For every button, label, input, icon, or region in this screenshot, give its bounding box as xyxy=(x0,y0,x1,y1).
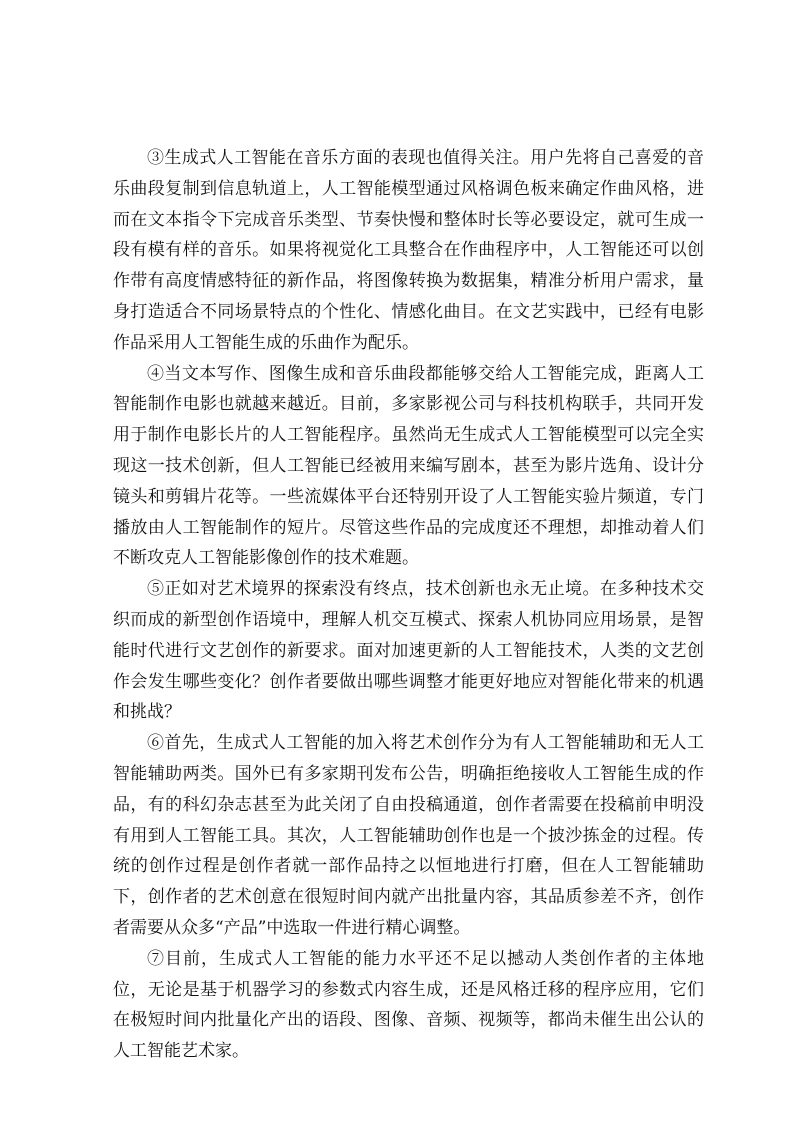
paragraph-7: ⑦目前，生成式人工智能的能力水平还不足以撼动人类创作者的主体地位，无论是基于机器学习的参数式内容生成，还是风格迁移的程序应用，它们在极短时间内批量化产出的语段、图像、音频、视频等，都尚未催生出公认的人工智能艺术家。 xyxy=(113,948,704,1062)
paragraph-5: ⑤正如对艺术境界的探索没有终点，技术创新也永无止境。在多种技术交织而成的新型创作语境中，理解人机交互模式、探索人机协同应用场景，是智能时代进行文艺创作的新要求。面对加速更新的人工智能技术，人类的文艺创作会发生哪些变化？创作者要做出哪些调整才能更好地应对智能化带来的机遇和挑战？ xyxy=(113,579,704,723)
paragraph-4: ④当文本写作、图像生成和音乐曲段都能够交给人工智能完成，距离人工智能制作电影也就越来越近。目前，多家影视公司与科技机构联手，共同开发用于制作电影长片的人工智能程序。虽然尚无生成式人工智能模型可以完全实现这一技术创新，但人工智能已经被用来编写剧本，甚至为影片选角、设计分镜头和剪辑片花等。一些流媒体平台还特别开设了人工智能实验片频道，专门播放由人工智能制作的短片。尽管这些作品的完成度还不理想，却推动着人们不断攻克人工智能影像创作的技术难题。 xyxy=(113,363,704,569)
paragraph-6: ⑥首先，生成式人工智能的加入将艺术创作分为有人工智能辅助和无人工智能辅助两类。国外已有多家期刊发布公告，明确拒绝接收人工智能生成的作品，有的科幻杂志甚至为此关闭了自由投稿通道，创作者需要在投稿前申明没有用到人工智能工具。其次，人工智能辅助创作也是一个披沙拣金的过程。传统的创作过程是创作者就一部作品持之以恒地进行打磨，但在人工智能辅助下，创作者的艺术创意在很短时间内就产出批量内容，其品质参差不齐，创作者需要从众多“产品”中选取一件进行精心调整。 xyxy=(113,733,704,938)
document-page xyxy=(113,143,704,1067)
paragraph-3: ③生成式人工智能在音乐方面的表现也值得关注。用户先将自己喜爱的音乐曲段复制到信息轨道上，人工智能模型通过风格调色板来确定作曲风格，进而在文本指令下完成音乐类型、节奏快慢和整体时长等必要设定，就可生成一段有模有样的音乐。如果将视觉化工具整合在作曲程序中，人工智能还可以创作带有高度情感特征的新作品，将图像转换为数据集，精准分析用户需求，量身打造适合不同场景特点的个性化、情感化曲目。在文艺实践中，已经有电影作品采用人工智能生成的乐曲作为配乐。 xyxy=(113,148,704,353)
